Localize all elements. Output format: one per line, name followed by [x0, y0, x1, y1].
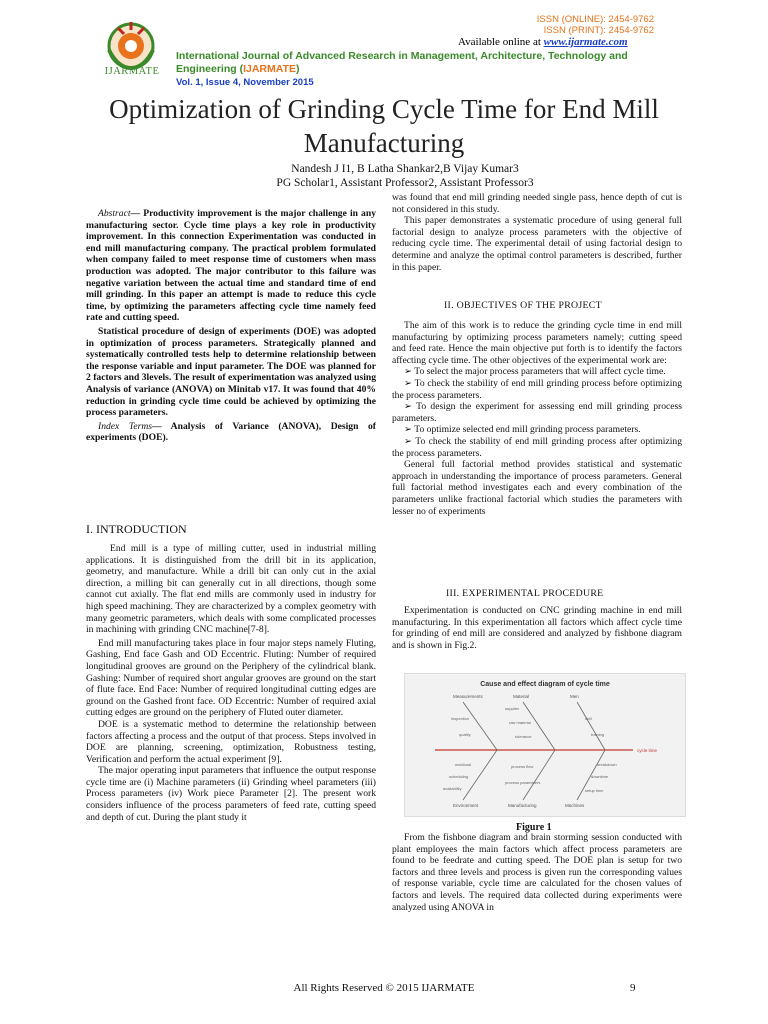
- cause-4: raw material: [509, 720, 531, 725]
- fishbone-top-3: Men: [570, 694, 579, 699]
- cause-11: process flow: [511, 764, 534, 769]
- intro-p1: End mill is a type of milling cutter, used in industrial milling applications. It is distinguished from the drill bit in its application, geometry, and manufacture. While a drill bit can only cut in the axial direction, a milling bit can generally cut in all directions, though some cannot cut axially. The flat end mills are commonly used in industry for high speed machining. They are characterized by a complex geometry with many geometric parameters, which deals with some complicated processes in machining with grinding CNC machine[7-8].: [86, 543, 376, 636]
- objective-bullet-4: ➢ To optimize selected end mill grinding process parameters.: [404, 424, 641, 436]
- intro-text: [86, 543, 376, 823]
- cause-7: training: [591, 732, 605, 737]
- fishbone-diagram: [404, 673, 686, 817]
- fishbone-top-1: Measurements: [453, 694, 483, 699]
- cause-13: breakdown: [597, 762, 617, 767]
- objective-bullet-3: ➢ To design the experiment for assessing end mill grinding process parameters.: [392, 401, 682, 424]
- fishbone-effect: cycle time: [637, 748, 658, 753]
- fishbone-top-2: Material: [513, 694, 530, 699]
- section-introduction: I. INTRODUCTION: [86, 522, 187, 536]
- objective-bullet-1: ➢ To select the major process parameters that will affect cycle time.: [404, 366, 666, 378]
- cause-12: process parameters: [505, 780, 541, 785]
- cause-9: scheduling: [449, 774, 469, 779]
- abstract-p2: Statistical procedure of design of experiments (DOE) was adopted in optimization of process parameters. Strategically planned and systematically controlled tests help to determine relationship between the response variable and input parameter. The DOE was planned for 2 factors and 3levels. The result of experimentation was analyzed using Analysis of variance (ANOVA) on Minitab v17. It was found that 40% reduction in grinding cycle time could be achieved by optimizing the process parameters.: [86, 325, 376, 419]
- cause-3: supplier: [505, 706, 520, 711]
- cause-8: workload: [455, 762, 472, 767]
- abstract-label: Abstract: [98, 208, 131, 219]
- fishbone-bottom-3: Machines: [565, 803, 585, 808]
- objective-bullet-5: ➢ To check the stability of end mill grinding process after optimizing the process parameters.: [392, 435, 682, 459]
- intro-p2: End mill manufacturing takes place in four major steps namely Fluting, Gashing, End face Gash and OD Eccentric. Fluting: Number of required longitudinal grooves are ground on the Periphery of the cylindrical blank. Gashing: Number of required short angular grooves are ground on the start of flute face. End Face: Number of required longitudinal cutting edges are ground on the Gashed front face. OD Eccentric: Number of required axial cutting edges are ground on the periphery of Fluted outer diameter.: [86, 637, 376, 719]
- intro-p4: The major operating input parameters that influence the output response cycle time are (i) Machine parameters (ii) Grinding wheel parameters (iii) Process parameters (iv) Work piece Parameter [2]. The present work considers influence of the process parameters of feed rate, cutting speed and depth of cut. During the plant study it: [86, 765, 376, 823]
- available-online: Available online at www.ijarmate.com: [458, 36, 628, 48]
- right-column-top: [392, 192, 682, 273]
- footer-copyright: All Rights Reserved © 2015 IJARMATE: [293, 982, 475, 994]
- issn-online: ISSN (ONLINE): 2454-9762: [536, 14, 654, 25]
- left-column: [86, 208, 376, 444]
- author-names: Nandesh J I1, B Latha Shankar2,B Vijay Kumar3: [291, 163, 519, 175]
- page-number: 9: [630, 982, 636, 994]
- objectives-p: The aim of this work is to reduce the grinding cycle time in end mill manufacturing by optimizing process parameters namely; cutting speed and feed rate. Hence the main objective put forth is to identify the factors affecting cycle time. The other objectives of the experimental work are:: [392, 320, 682, 366]
- experimental-p: Experimentation is conducted on CNC grinding machine in end mill manufacturing. In this experimentation all factors which affect cycle time for grinding of end mill are considered and analyzed by fishbone diagram and is shown in Fig.2.: [392, 605, 682, 651]
- journal-url-link[interactable]: www.ijarmate.com: [543, 36, 628, 48]
- index-terms: Index Terms— Analysis of Variance (ANOVA), Design of experiments (DOE).: [86, 420, 377, 444]
- fishbone-bottom-1: Environment: [453, 803, 479, 808]
- objective-bullet-2: ➢ To check the stability of end mill grinding process before optimizing the process parameters.: [392, 377, 682, 401]
- objectives-text: [392, 320, 682, 517]
- journal-name: International Journal of Advanced Research in Management, Architecture, Technology and Engineering (IJARMATE): [176, 50, 628, 75]
- logo-text: IJARMATE: [104, 66, 160, 77]
- issn-print: ISSN (PRINT): 2454-9762: [543, 25, 654, 36]
- general-factorial-p: General full factorial method provides statistical and systematic approach in understanding the importance of process parameters. General full factorial method investigates each and every combination of the parameters unlike fractional factorial which studies the parameters with lesser no of experiments: [392, 459, 682, 517]
- cause-2: quality: [459, 732, 471, 737]
- figure-caption: Figure 1: [516, 822, 552, 833]
- section-experimental: III. EXPERIMENTAL PROCEDURE: [446, 588, 604, 599]
- cause-5: tolerance: [515, 734, 532, 739]
- experimental-text: [392, 605, 682, 651]
- cause-10: availability: [443, 786, 462, 791]
- results-p: From the fishbone diagram and brain storming session conducted with plant employees the main factors which affect process parameters are found to be feedrate and cutting speed. The DOE plan is setup for two factors and three levels and process is given run the corresponding values of response variable, cycle time are calculated for the chosen values of factors and levels. The required data collected during experiments were analyzed using ANOVA in: [392, 832, 682, 913]
- authors: [150, 162, 660, 190]
- section-objectives: II. OBJECTIVES OF THE PROJECT: [444, 300, 602, 311]
- cause-15: setup time: [585, 788, 604, 793]
- author-affiliations: PG Scholar1, Assistant Professor2, Assistant Professor3: [276, 177, 534, 189]
- intro-p3: DOE is a systematic method to determine the relationship between factors affecting a process and the output of that process. Steps involved in DOE are planning, screening, optimization, Robustness testing, Verification and perform the actual experiment [9].: [86, 718, 376, 765]
- abstract-p1: Abstract— Productivity improvement is the major challenge in any manufacturing sector. Cycle time plays a key role in productivity improvement. In this connection Experimentation was conducted in end mill manufacturing company. The practical problem formulated when company failed to meet response time of customers when mass production was adopted. The major contributor to this failure was negative variation between the actual time and standard time of end mill grinding. In this paper an attempt is made to reduce this cycle time, by optimizing the parameters affecting cycle time namely feed rate and cutting speed.: [86, 208, 376, 324]
- fishbone-bottom-2: Manufacturing: [508, 803, 537, 808]
- right-p1: This paper demonstrates a systematic procedure of using general full factorial design to analyze process parameters with the objective of reducing cycle time. The experimental detail of using factorial design to determine and analyze the optimal control parameters is described, further in this paper.: [392, 215, 682, 273]
- right-p0: was found that end mill grinding needed single pass, hence depth of cut is not considered in this study.: [392, 192, 682, 215]
- cause-6: skill: [585, 716, 592, 721]
- fishbone-title: Cause and effect diagram of cycle time: [480, 681, 610, 688]
- paper-title: Optimization of Grinding Cycle Time for End Mill Manufacturing: [109, 94, 659, 158]
- volume-info: Vol. 1, Issue 4, November 2015: [176, 77, 314, 88]
- cause-14: downtime: [591, 774, 609, 779]
- results-text: [392, 832, 682, 913]
- cause-1: inspection: [451, 716, 470, 721]
